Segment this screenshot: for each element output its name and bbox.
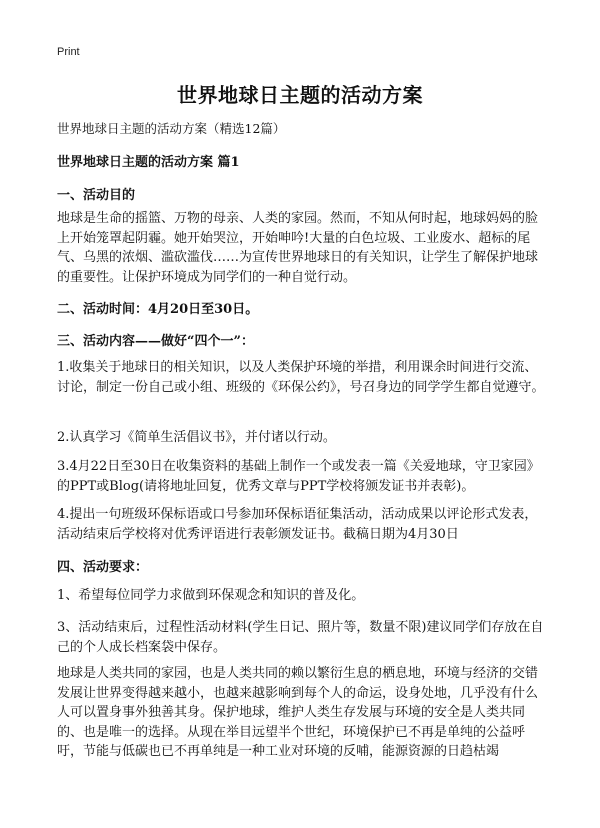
section-heading-content: 三、活动内容——做好“四个一”： [57, 334, 254, 349]
content-item-1: 1.收集关于地球日的相关知识，以及人类保护环境的举措，利用课余时间进行交流、讨论，制定一份自己或小组、班级的《环保公约》，号召身边的同学学生都自觉遵守。 [57, 360, 545, 395]
closing-paragraph: 地球是人类共同的家园，也是人类共同的赖以繁衍生息的栖息地，环境与经济的交错发展让世界变得越来越小，也越来越影响到每个人的命运，设身处地，几乎没有什么人可以置身事外独善其身。保护地球，维护人类生存发展与环境的安全是人类共同的、也是唯一的选择。从现在举目远望半个世纪，环境保护已不再是单纯的公益呼吁，节能与低碳也已不再单纯是一种工业对环境的反哺，能源资源的日趋枯竭 [57, 666, 539, 759]
part-title: 世界地球日主题的活动方案 篇1 [57, 155, 240, 170]
content-item-2: 2.认真学习《简单生活倡议书》，并付诸以行动。 [57, 430, 336, 445]
document-subtitle: 世界地球日主题的活动方案（精选12篇） [57, 121, 286, 136]
content-item-4: 4.提出一句班级环保标语或口号参加环保标语征集活动，活动成果以评论形式发表，活动结束后学校将对优秀评语进行表彰颁发证书。截稿日期为4月30日 [57, 507, 538, 542]
print-link[interactable]: Print [57, 46, 80, 58]
content-item-3: 3.4月22日至30日在收集资料的基础上制作一个或发表一篇《关爱地球，守卫家园》的PPT或Blog(请将地址回复，优秀文章与PPT学校将颁发证书并表彰)。 [57, 459, 540, 494]
requirement-item-3: 3、活动结束后，过程性活动材料(学生日记、照片等，数量不限)建议同学们存放在自己的个人成长档案袋中保存。 [57, 620, 544, 655]
paragraph-purpose: 地球是生命的摇篮、万物的母亲、人类的家园。然而，不知从何时起，地球妈妈的脸上开始笼罩起阴霾。她开始哭泣，开始呻吟!大量的白色垃圾、工业废水、超标的尾气、乌黑的浓烟、滥砍滥伐……为宣传世界地球日的有关知识，让学生了解保护地球的重要性。让保护环境成为同学们的一种自觉行动。 [57, 211, 539, 285]
document-title: 世界地球日主题的活动方案 [177, 83, 423, 107]
section-heading-requirements: 四、活动要求： [57, 560, 149, 575]
section-heading-time: 二、活动时间：4月20日至30日。 [57, 302, 259, 317]
requirement-item-1: 1、希望每位同学力求做到环保观念和知识的普及化。 [57, 588, 365, 603]
section-heading-purpose: 一、活动目的 [57, 188, 136, 203]
